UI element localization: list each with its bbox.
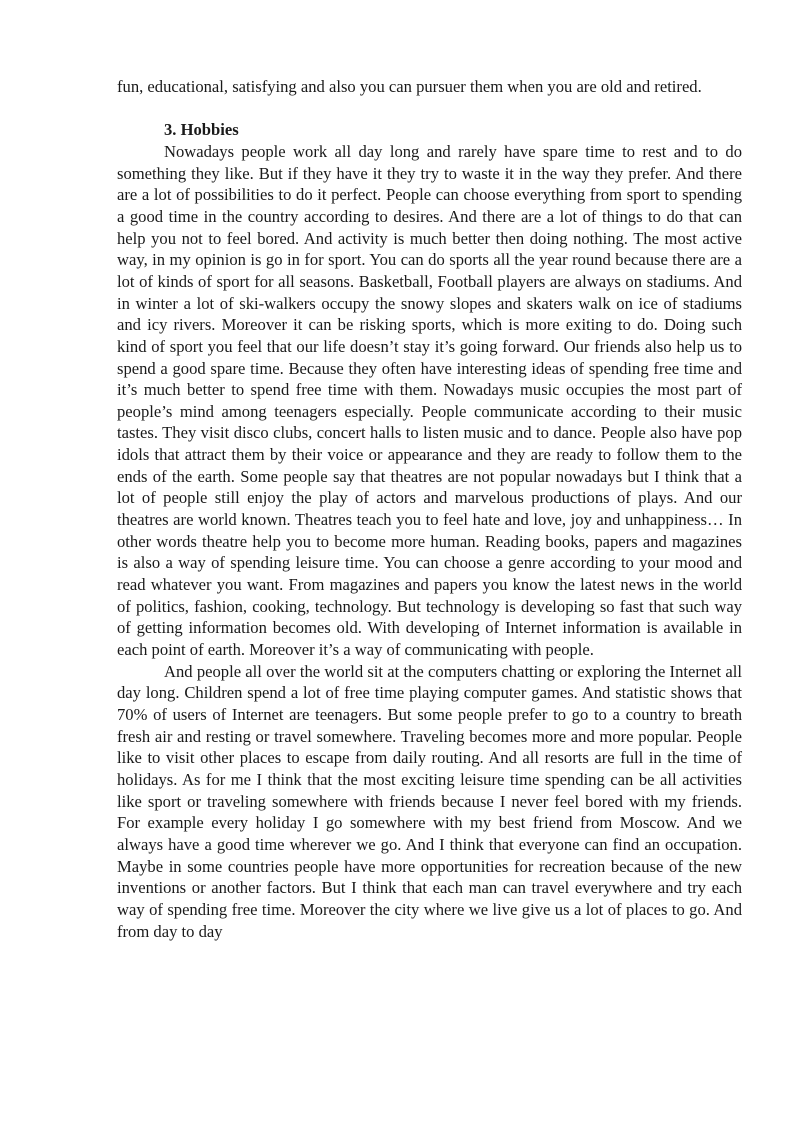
- body-paragraph: Nowadays people work all day long and rarely have spare time to rest and to do something they like. But if they have it they try to waste it in the way they prefer. And there are a lot of possibilities to do it perfect. People can choose everything from sport to spending a good time in the country according to desires. And there are a lot of things to do that can help you not to feel bored. And activity is much better then doing nothing. The most active way, in my opinion is go in for sport. You can do sports all the year round because there are a lot of kinds of sport for all seasons. Basketball, Football players are always on stadiums. And in winter a lot of ski-walkers occupy the snowy slopes and skaters walk on ice of stadiums and icy rivers. Moreover it can be risking sports, which is more exiting to do. Doing such kind of sport you feel that our life doesn’t stay it’s going forward. Our friends also help us to spend a good spare time. Because they often have interesting ideas of spending free time and it’s much better to spend free time with them. Nowadays music occupies the most part of people’s mind among teenagers especially. People communicate according to their music tastes. They visit disco clubs, concert halls to listen music and to dance. People also have pop idols that attract them by their voice or appearance and they are ready to follow them to the ends of the earth. Some people say that theatres are not popular nowadays but I think that a lot of people still enjoy the play of actors and marvelous productions of plays. And our theatres are world known. Theatres teach you to feel hate and love, joy and unhappiness… In other words theatre help you to become more human. Reading books, papers and magazines is also a way of spending leisure time. You can choose a genre according to your mood and read whatever you want. From magazines and papers you know the latest news in the world of politics, fashion, cooking, technology. But technology is developing so fast that such way of getting information becomes old. With developing of Internet information is available in each point of earth. Moreover it’s a way of communicating with people.: [117, 141, 742, 660]
- document-page: [117, 76, 742, 942]
- continuation-paragraph: fun, educational, satisfying and also you can pursuer them when you are old and retired.: [117, 77, 702, 96]
- section-heading: 3. Hobbies: [164, 120, 239, 140]
- body-paragraph: And people all over the world sit at the computers chatting or exploring the Internet all day long. Children spend a lot of free time playing computer games. And statistic shows that 70% of users of Internet are teenagers. But some people prefer to go to a country to breath fresh air and resting or travel somewhere. Traveling becomes more and more popular. People like to visit other places to escape from daily routing. And all resorts are full in the time of holidays. As for me I think that the most exciting leisure time spending can be all activities like sport or traveling somewhere with friends because I never feel bored with my friends. For example every holiday I go somewhere with my best friend from Moscow. And we always have a good time wherever we go. And I think that everyone can find an occupation. Maybe in some countries people have more opportunities for recreation because of the new inventions or another factors. But I think that each man can travel everywhere and try each way of spending free time. Moreover the city where we live give us a lot of places to go. And from day to day: [117, 661, 742, 941]
